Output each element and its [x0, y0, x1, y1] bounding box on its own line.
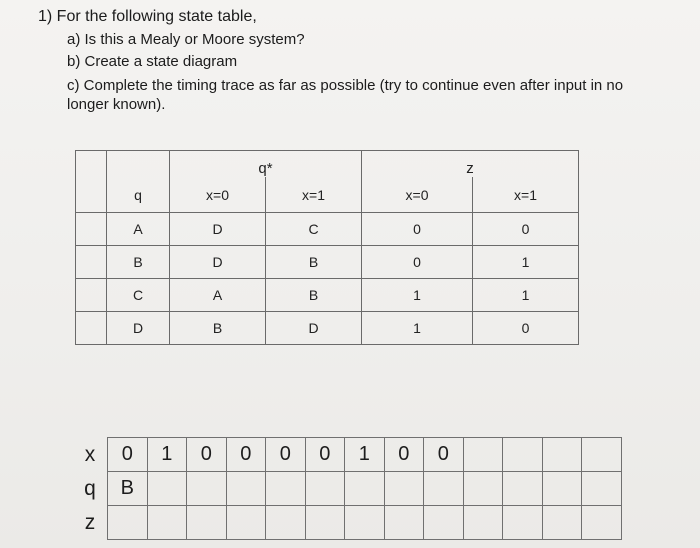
trace-cell[interactable]	[582, 472, 622, 506]
trace-cell[interactable]	[187, 506, 227, 540]
trace-cell[interactable]	[345, 472, 385, 506]
trace-row-q	[73, 472, 621, 506]
table-row	[76, 246, 579, 279]
trace-cell[interactable]	[463, 472, 503, 506]
timing-trace	[73, 437, 622, 540]
table-cell: B	[107, 246, 170, 279]
col-header-next-x0: x=0	[170, 177, 266, 213]
trace-cell[interactable]	[503, 438, 543, 472]
trace-cell[interactable]: 0	[226, 438, 266, 472]
table-cell: B	[170, 312, 266, 345]
trace-cell[interactable]	[266, 506, 306, 540]
table-cell: 1	[473, 279, 579, 312]
table-cell: A	[107, 213, 170, 246]
col-header-next-x1: x=1	[266, 177, 362, 213]
table-cell: 0	[473, 312, 579, 345]
trace-cell[interactable]	[542, 472, 582, 506]
trace-cell[interactable]	[582, 506, 622, 540]
table-cell: C	[266, 213, 362, 246]
trace-cell[interactable]	[582, 438, 622, 472]
state-table	[75, 150, 579, 345]
trace-cell[interactable]	[424, 472, 464, 506]
table-row	[76, 312, 579, 345]
trace-row-x	[73, 438, 621, 472]
table-cell: D	[170, 246, 266, 279]
table-cell: 1	[362, 312, 473, 345]
trace-label-q: q	[73, 472, 108, 506]
trace-cell[interactable]	[226, 506, 266, 540]
table-row	[76, 213, 579, 246]
trace-cell[interactable]	[266, 472, 306, 506]
table-cell: A	[170, 279, 266, 312]
trace-cell[interactable]: 0	[424, 438, 464, 472]
table-cell: B	[266, 246, 362, 279]
trace-cell[interactable]: 0	[266, 438, 306, 472]
col-header-q: q	[107, 177, 170, 213]
trace-cell[interactable]	[147, 506, 187, 540]
next-state-header: q*	[170, 151, 362, 178]
trace-cell[interactable]	[463, 438, 503, 472]
trace-cell[interactable]	[187, 472, 227, 506]
trace-cell[interactable]: 0	[187, 438, 227, 472]
trace-cell[interactable]	[384, 506, 424, 540]
question-part-b: b) Create a state diagram	[67, 53, 238, 70]
trace-cell[interactable]	[542, 438, 582, 472]
trace-cell[interactable]	[305, 506, 345, 540]
question-part-c: c) Complete the timing trace as far as possible (try to continue even after input in no longer known).	[67, 77, 624, 113]
trace-cell[interactable]: 1	[147, 438, 187, 472]
trace-cell[interactable]: 0	[384, 438, 424, 472]
question-title: 1) For the following state table,	[38, 8, 257, 25]
trace-cell[interactable]	[463, 506, 503, 540]
trace-cell[interactable]	[542, 506, 582, 540]
table-row	[76, 279, 579, 312]
table-cell: 0	[473, 213, 579, 246]
question-part-a: a) Is this a Mealy or Moore system?	[67, 31, 305, 48]
trace-cell[interactable]: 1	[345, 438, 385, 472]
table-cell: D	[170, 213, 266, 246]
table-cell: C	[107, 279, 170, 312]
table-cell: 1	[362, 279, 473, 312]
trace-cell[interactable]: 0	[305, 438, 345, 472]
trace-cell[interactable]	[226, 472, 266, 506]
table-cell: D	[107, 312, 170, 345]
trace-row-z	[73, 506, 621, 540]
output-header: z	[362, 151, 579, 178]
table-cell: B	[266, 279, 362, 312]
trace-cell[interactable]	[424, 506, 464, 540]
trace-cell[interactable]	[384, 472, 424, 506]
trace-cell[interactable]: 0	[108, 438, 148, 472]
col-header-z-x0: x=0	[362, 177, 473, 213]
trace-cell[interactable]	[108, 506, 148, 540]
col-header-z-x1: x=1	[473, 177, 579, 213]
table-cell: 0	[362, 213, 473, 246]
trace-label-z: z	[73, 506, 108, 540]
trace-cell[interactable]	[503, 472, 543, 506]
table-cell: 0	[362, 246, 473, 279]
trace-cell[interactable]	[147, 472, 187, 506]
trace-cell[interactable]	[345, 506, 385, 540]
table-cell: D	[266, 312, 362, 345]
trace-cell[interactable]: B	[108, 472, 148, 506]
trace-cell[interactable]	[503, 506, 543, 540]
table-cell: 1	[473, 246, 579, 279]
trace-label-x: x	[73, 438, 108, 472]
trace-cell[interactable]	[305, 472, 345, 506]
